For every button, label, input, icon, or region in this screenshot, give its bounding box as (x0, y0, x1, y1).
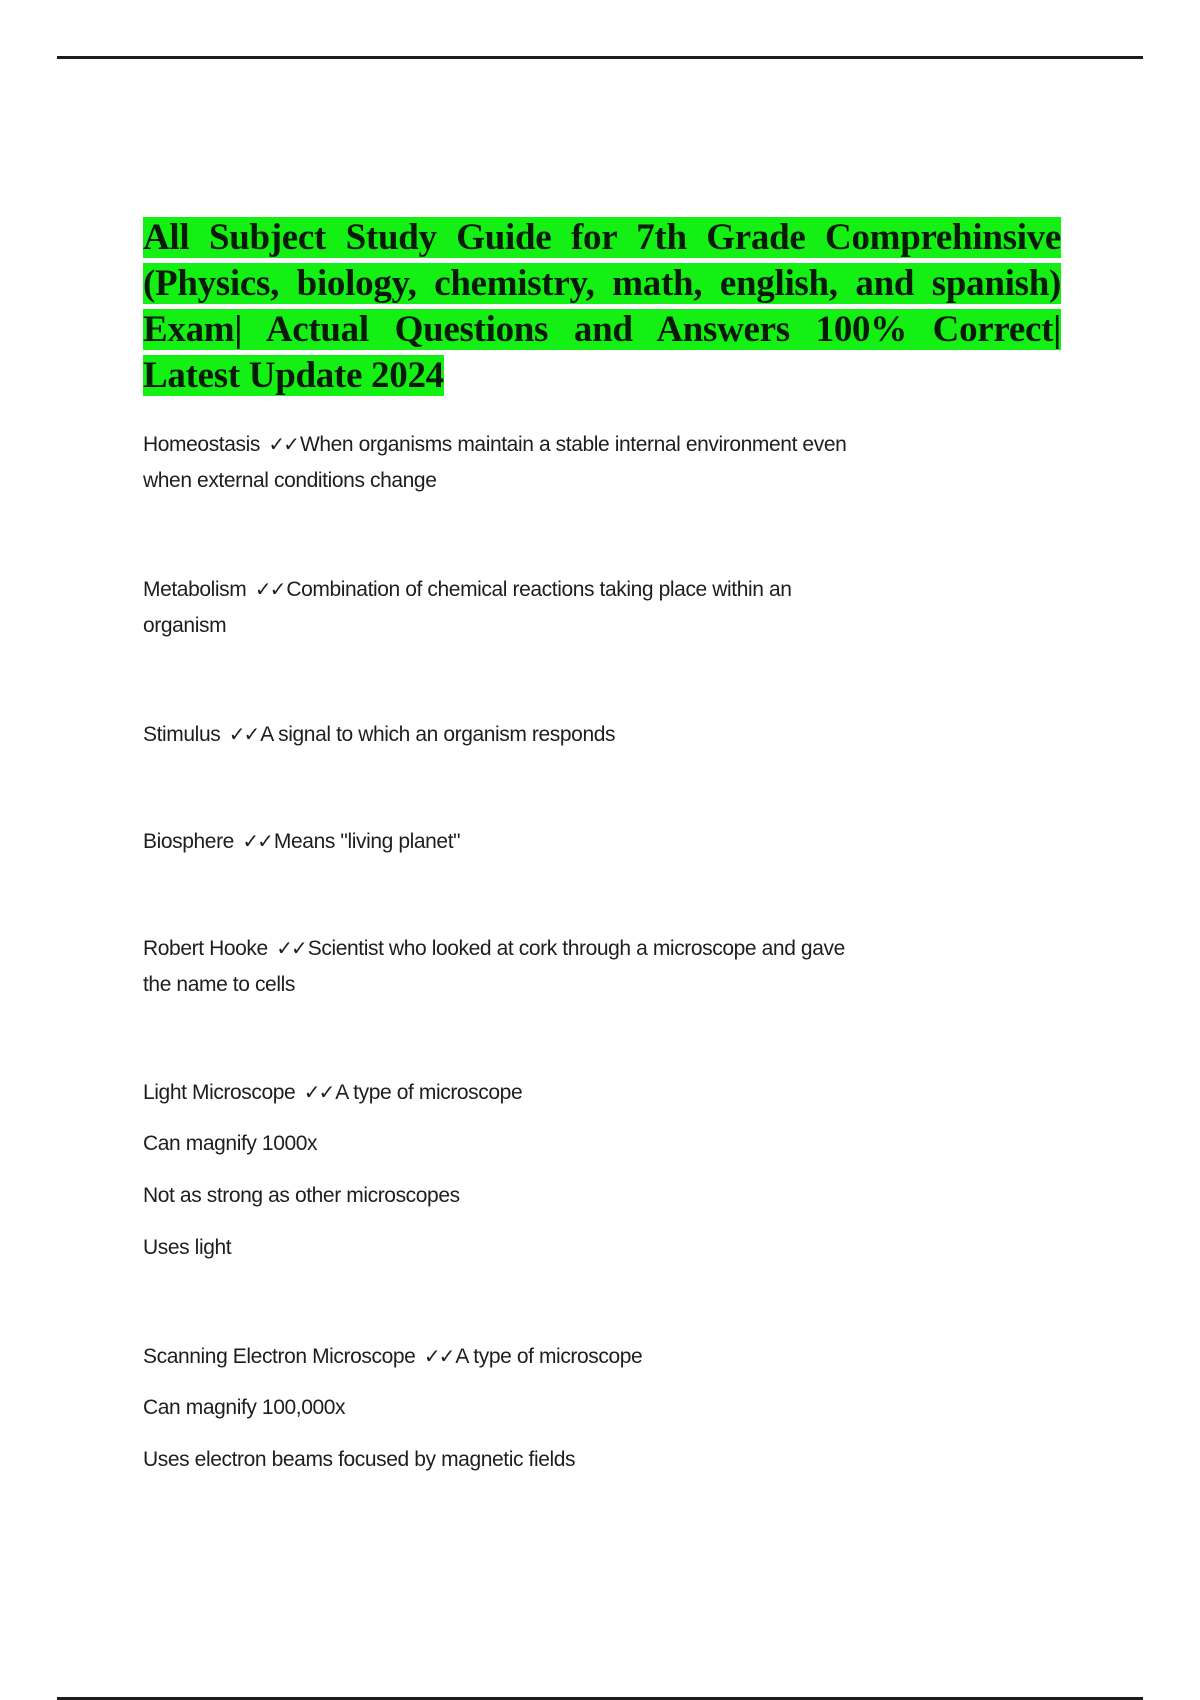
definition: Combination of chemical reactions taking place within an (286, 578, 792, 601)
definition: Scientist who looked at cork through a microscope and gave (307, 937, 845, 960)
qa-entry-biosphere (143, 823, 1043, 860)
definition: When organisms maintain a stable internal environment even (299, 433, 847, 456)
term: Robert Hooke (143, 937, 268, 960)
detail-line: Not as strong as other microscopes (143, 1184, 460, 1207)
double-check-icon: ✓✓ (254, 577, 285, 601)
double-check-icon: ✓✓ (228, 722, 259, 746)
term: Metabolism (143, 578, 247, 601)
header-rule (57, 56, 1143, 59)
detail-line: Uses light (143, 1236, 232, 1259)
qa-entry-stimulus (143, 716, 1043, 753)
definition-continued: when external conditions change (143, 469, 437, 492)
double-check-icon: ✓✓ (242, 829, 272, 853)
qa-entry-scanning-electron-microscope (143, 1338, 1043, 1375)
qa-entry-metabolism (143, 571, 1043, 644)
entry-line (143, 426, 1043, 463)
entry-line (143, 1074, 1043, 1111)
double-check-icon: ✓✓ (423, 1344, 454, 1368)
entry-line (143, 1338, 1043, 1375)
title-highlight: All Subject Study Guide for 7th Grade Comprehinsive (Physics, biology, chemistry, math, english, and spanish) Exam| Actual Questions and Answers 100% Correct| Latest Update 2024 (143, 217, 1061, 396)
term: Stimulus (143, 723, 221, 746)
definition: A signal to which an organism responds (260, 723, 616, 746)
double-check-icon: ✓✓ (268, 432, 298, 456)
definition-continued: the name to cells (143, 973, 295, 996)
qa-entry-robert-hooke (143, 930, 1043, 1003)
entry-line (143, 930, 1043, 967)
definition-continued: organism (143, 614, 227, 637)
detail-line: Uses electron beams focused by magnetic fields (143, 1448, 576, 1471)
qa-entry-homeostasis (143, 426, 1043, 499)
definition: A type of microscope (335, 1081, 523, 1104)
double-check-icon: ✓✓ (303, 1080, 334, 1104)
qa-entry-light-microscope (143, 1074, 1043, 1111)
entry-line (143, 571, 1043, 608)
definition: Means "living planet" (273, 830, 461, 853)
term: Homeostasis (143, 433, 260, 456)
detail-line: Can magnify 100,000x (143, 1396, 346, 1419)
detail-line: Can magnify 1000x (143, 1132, 318, 1155)
double-check-icon: ✓✓ (276, 936, 306, 960)
document-title (143, 215, 1061, 399)
term: Biosphere (143, 830, 234, 853)
entry-line (143, 716, 1043, 753)
term: Light Microscope (143, 1081, 296, 1104)
term: Scanning Electron Microscope (143, 1345, 416, 1368)
definition: A type of microscope (455, 1345, 643, 1368)
entry-line (143, 823, 1043, 860)
